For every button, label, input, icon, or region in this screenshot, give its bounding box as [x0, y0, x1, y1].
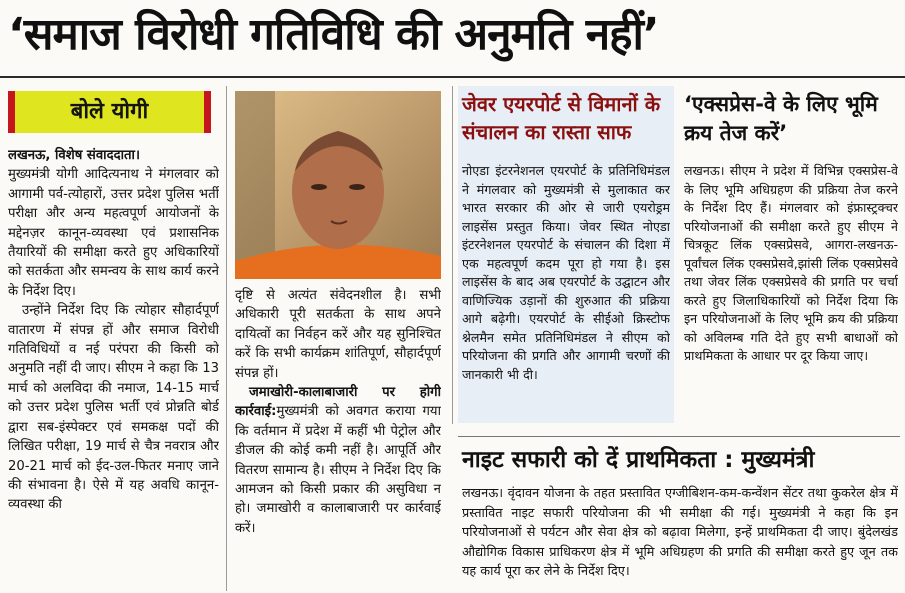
portrait-image	[235, 91, 441, 279]
col-divider-1	[226, 86, 227, 591]
byline: लखनऊ, विशेष संवाददाता।	[8, 148, 140, 163]
main-story-col1	[8, 146, 219, 590]
subhead-hoarding: जमाखोरी-कालाबाजारी पर होगी कार्रवाई:	[235, 385, 441, 420]
main-story-para3: दृष्टि से अत्यंत संवेदनशील है। सभी अधिकारी पूरी सतर्कता के साथ अपने दायित्वों का निर्वहन करें और यह सुनिश्चित करें कि सभी कार्यक्रम शांतिपूर्ण, सौहार्दपूर्ण संपन्न हों।	[235, 288, 441, 381]
yogi-photo	[235, 91, 441, 279]
main-story-col2	[235, 286, 441, 590]
col-divider-2	[452, 86, 453, 424]
top-rule	[0, 76, 905, 78]
airport-story-box	[458, 86, 674, 423]
bole-yogi-badge: बोले योगी	[8, 91, 211, 133]
safari-body: लखनऊ। वृंदावन योजना के तहत प्रस्तावित एग्जीबिशन-कम-कन्वेंशन सेंटर तथा कुकरेल क्षेत्र में प्रस्तावित नाइट सफारी परियोजना की भी समीक्षा की गई। मुख्यमंत्री ने कहा कि इन परियोजनाओं से पर्यटन और सेवा क्षेत्र को बढ़ावा मिलेगा, इन्हें प्राथमिकता दी जाए। बुंदेलखंड औद्योगिक विकास प्राधिकरण क्षेत्र में भूमि अधिग्रहण की प्रगति की समीक्षा करते हुए जून तक यह कार्य पूरा कर लेने के निर्देश दिए।	[462, 486, 898, 579]
expressway-body: लखनऊ। सीएम ने प्रदेश में विभिन्न एक्सप्रेस-वे के लिए भूमि अधिग्रहण की प्रक्रिया तेज करने के निर्देश दिए हैं। मंगलवार को इंफ्रास्ट्रक्चर परियोजनाओं की समीक्षा करते हुए सीएम ने चित्रकूट लिंक एक्सप्रेसवे, आगरा-लखनऊ-पूर्वांचल लिंक एक्सप्रेसवे,झांसी लिंक एक्सप्रेसवे तथा जेवर लिंक एक्सप्रेसवे की प्रगति पर चर्चा करते हुए जिलाधिकारियों को निर्देश दिया कि इन परियोजनाओं के लिए भूमि क्रय की प्रक्रिया को अविलम्ब गति देते हुए सभी बाधाओं को प्राथमिकता के आधार पर दूर किया जाए।	[684, 163, 898, 363]
main-story-para2: उन्होंने निर्देश दिए कि त्योहार सौहार्दपूर्ण वातारण में संपन्न हों और समाज विरोधी गतिविधियों व नई परंपरा की किसी को अनुमति नहीं दी जाए। सीएम ने कहा कि 13 मार्च को अलविदा की नमाज, 14-15 मार्च को उत्तर प्रदेश पुलिस भर्ती एवं प्रोन्नति बोर्ड द्वारा सब-इंस्पेक्टर एवं समकक्ष पदों की लिखित परीक्षा, 19 मार्च से चैत्र नवरात्र और 20-21 मार्च को ईद-उल-फितर मनाए जाने की संभावना है। ऐसे में यह अवधि कानून-व्यवस्था की	[8, 303, 219, 513]
expressway-headline: ‘एक्सप्रेस-वे के लिए भूमि क्रय तेज करें’	[684, 92, 878, 145]
safari-headline: नाइट सफारी को दें प्राथमिकता : मुख्यमंत्री	[462, 447, 815, 473]
main-headline: ‘समाज विरोधी गतिविधि की अनुमति नहीं’	[8, 9, 659, 60]
safari-top-rule	[458, 436, 900, 437]
airport-headline: जेवर एयरपोर्ट से विमानों के संचालन का रास्ता साफ	[462, 92, 661, 144]
main-story-para1: मुख्यमंत्री योगी आदित्यनाथ ने मंगलवार को आगामी पर्व-त्योहारों, उत्तर प्रदेश पुलिस भर्ती परीक्षा और अन्य महत्वपूर्ण आयोजनों के मद्देनज़र कानून-व्यवस्था एवं प्रशासनिक तैयारियों की समीक्षा करते हुए अधिकारियों को सतर्कता और समन्वय के साथ कार्य करने के निर्देश दिए।	[8, 167, 219, 299]
safari-story	[462, 440, 900, 590]
main-story-para4: मुख्यमंत्री को अवगत कराया गया कि वर्तमान में प्रदेश में कहीं भी पेट्रोल और डीजल की कोई कमी नहीं है। आपूर्ति और वितरण सामान्य है। सीएम ने निर्देश दिए कि आमजन को किसी प्रकार की असुविधा न हो। जमाखोरी व कालाबाजारी पर कार्रवाई करें।	[235, 404, 441, 536]
airport-body: नोएडा इंटरनेशनल एयरपोर्ट के प्रतिनिधिमंडल ने मंगलवार को मुख्यमंत्री से मुलाकात कर भारत सरकार की ओर से जारी एयरोड्रम लाइसेंस प्रस्तुत किया। जेवर स्थित नोएडा इंटरनेशनल एयरपोर्ट के संचालन की दिशा में एक महत्वपूर्ण कदम पूरा हो गया है। इस लाइसेंस के बाद अब एयरपोर्ट के उद्घाटन और वाणिज्यिक उड़ानों की शुरुआत की प्रक्रिया आगे बढ़ेगी। एयरपोर्ट के सीईओ क्रिस्टोफ श्नेलमैन समेत प्रतिनिधिमंडल ने सीएम को परियोजना की प्रगति और आगामी चरणों की जानकारी भी दी।	[462, 163, 670, 382]
expressway-story	[684, 86, 900, 423]
